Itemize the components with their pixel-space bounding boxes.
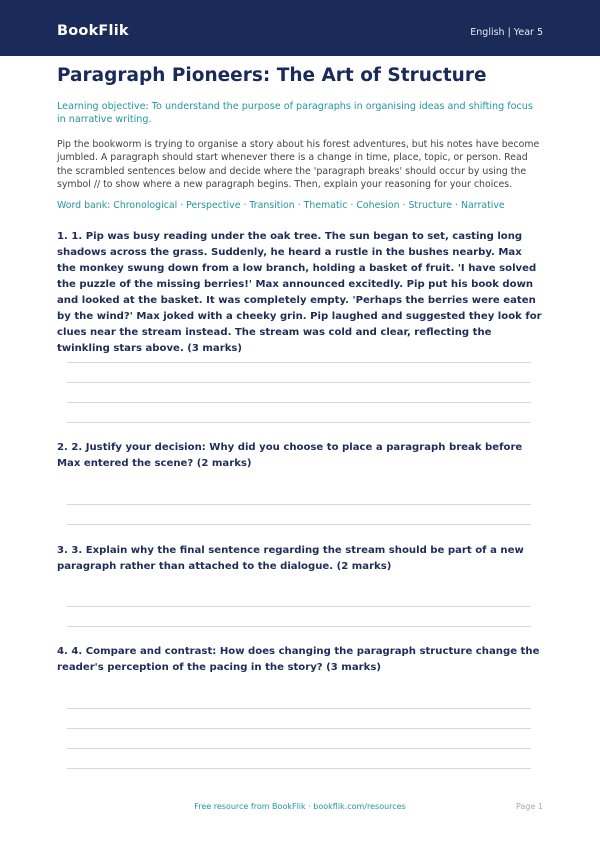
word-bank: Word bank: Chronological · Perspective · Transition · Thematic · Cohesion · Structure · Narrative xyxy=(57,200,505,211)
answer-line xyxy=(67,362,531,363)
question-4: 4. 4. Compare and contrast: How does changing the paragraph structure change the reader's perception of the pacing in the story? (3 marks) xyxy=(57,646,540,673)
answer-line xyxy=(67,606,531,607)
worksheet-title: Paragraph Pioneers: The Art of Structure xyxy=(57,65,487,86)
footer-credit: Free resource from BookFlik · bookflik.com/resources xyxy=(194,802,406,811)
question-2: 2. 2. Justify your decision: Why did you choose to place a paragraph break before Max entered the scene? (2 marks) xyxy=(57,442,523,469)
answer-line xyxy=(67,402,531,403)
instructions: Pip the bookworm is trying to organise a story about his forest adventures, but his notes have become jumbled. A paragraph should start whenever there is a change in time, place, topic, or person. Read the scrambled sentences below and decide where the 'paragraph breaks' should occur by using the symbol // to show where a new paragraph begins. Then, explain your reasoning for your choices. xyxy=(57,139,540,191)
brand-logo: BookFlik xyxy=(57,23,129,39)
answer-line xyxy=(67,748,531,749)
subject-year-label: English | Year 5 xyxy=(470,27,543,38)
question-1: 1. 1. Pip was busy reading under the oak tree. The sun began to set, casting long shadows across the grass. Suddenly, he heard a rustle in the bushes nearby. Max the monkey swung down from a low branch, holding a basket of fruit. 'I have solved the puzzle of the missing berries!' Max announced excitedly. Pip put his book down and looked at the basket. It was completely empty. 'Perhaps the berries were eaten by the wind?' Max joked with a cheeky grin. Pip laughed and suggested they look for clues near the stream instead. The stream was cold and clear, reflecting the twinkling stars above. (3 marks) xyxy=(57,231,542,354)
answer-line xyxy=(67,708,531,709)
learning-objective: Learning objective: To understand the purpose of paragraphs in organising ideas and shifting focus in narrative writing. xyxy=(57,101,533,125)
header-bar xyxy=(0,0,600,56)
answer-line xyxy=(67,382,531,383)
answer-line xyxy=(67,524,531,525)
answer-line xyxy=(67,768,531,769)
answer-line xyxy=(67,422,531,423)
answer-line xyxy=(67,626,531,627)
page-number: Page 1 xyxy=(516,802,543,811)
answer-line xyxy=(67,504,531,505)
answer-line xyxy=(67,728,531,729)
question-3: 3. 3. Explain why the final sentence regarding the stream should be part of a new paragraph rather than attached to the dialogue. (2 marks) xyxy=(57,545,524,572)
